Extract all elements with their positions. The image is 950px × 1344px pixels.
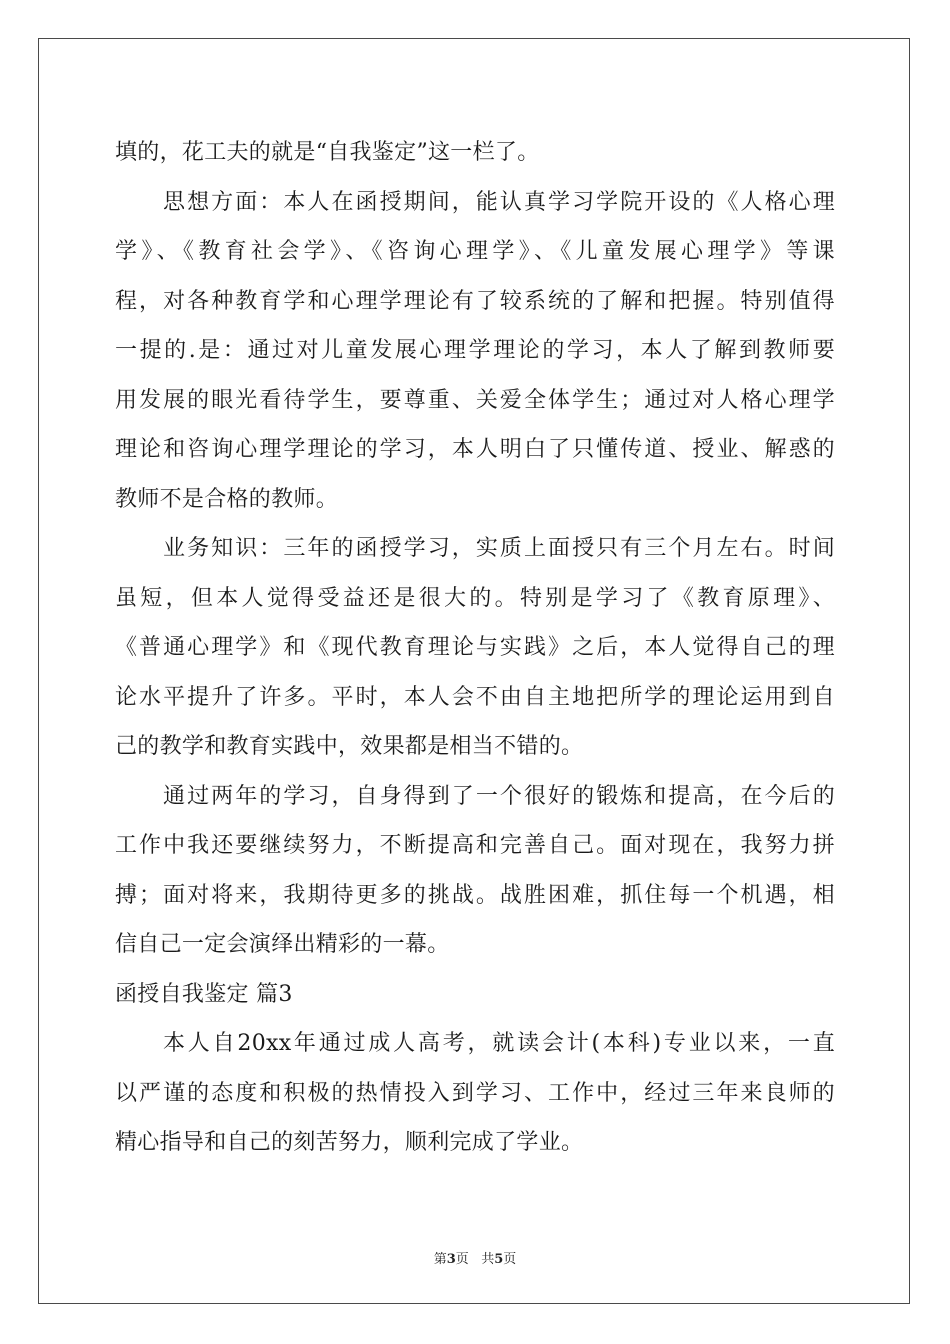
footer-current-page: 3 [446, 1252, 456, 1267]
text-line: 学》、《教育社会学》、《咨询心理学》、《儿童发展心理学》等课 [115, 239, 835, 264]
text-line: 以严谨的态度和积极的热情投入到学习、工作中，经过三年来良师的 [115, 1080, 835, 1106]
section-heading: 函授自我鉴定 篇3 [115, 981, 293, 1007]
text-line: 精心指导和自己的刻苦努力，顺利完成了学业。 [115, 1130, 584, 1155]
footer-total-pages: 5 [494, 1252, 504, 1267]
text-line: 填的，花工夫的就是“自我鉴定”这一栏了。 [115, 140, 540, 165]
text-line: 程，对各种教育学和心理学理论有了较系统的了解和把握。特别值得 [115, 288, 835, 314]
document-body [115, 128, 835, 1168]
text-line: 虽短，但本人觉得受益还是很大的。特别是学习了《教育原理》、 [115, 585, 835, 611]
text-line: 信自己一定会演绎出精彩的一幕。 [115, 932, 450, 957]
text-line: 论水平提升了许多。平时，本人会不由自主地把所学的理论运用到自 [115, 684, 835, 710]
paragraph-section3-start: 本人自20xx年通过成人高考，就读会计(本科)专业以来，一直 [163, 1031, 835, 1056]
text-line: 搏；面对将来，我期待更多的挑战。战胜困难，抓住每一个机遇，相 [115, 882, 835, 908]
text-line: 工作中我还要继续努力，不断提高和完善自己。面对现在，我努力拼 [115, 833, 835, 858]
text-line: 教师不是合格的教师。 [115, 486, 339, 512]
footer-prefix: 第 [433, 1252, 447, 1267]
footer-page-word: 页 [455, 1252, 469, 1267]
footer-total-suffix: 页 [503, 1252, 517, 1267]
text-line: 《普通心理学》和《现代教育理论与实践》之后，本人觉得自己的理 [115, 635, 835, 660]
paragraph-thought-start: 思想方面：本人在函授期间，能认真学习学院开设的《人格心理 [163, 189, 835, 215]
text-line: 己的教学和教育实践中，效果都是相当不错的。 [115, 734, 584, 759]
page-footer [0, 1248, 950, 1267]
text-line: 理论和咨询心理学理论的学习，本人明白了只懂传道、授业、解惑的 [115, 437, 835, 462]
text-line: 一提的.是：通过对儿童发展心理学理论的学习，本人了解到教师要 [115, 338, 835, 363]
paragraph-knowledge-start: 业务知识：三年的函授学习，实质上面授只有三个月左右。时间 [163, 536, 835, 561]
paragraph-summary-start: 通过两年的学习，自身得到了一个很好的锻炼和提高，在今后的 [163, 783, 835, 809]
footer-total-prefix: 共 [481, 1252, 495, 1267]
text-line: 用发展的眼光看待学生，要尊重、关爱全体学生；通过对人格心理学 [115, 387, 835, 413]
